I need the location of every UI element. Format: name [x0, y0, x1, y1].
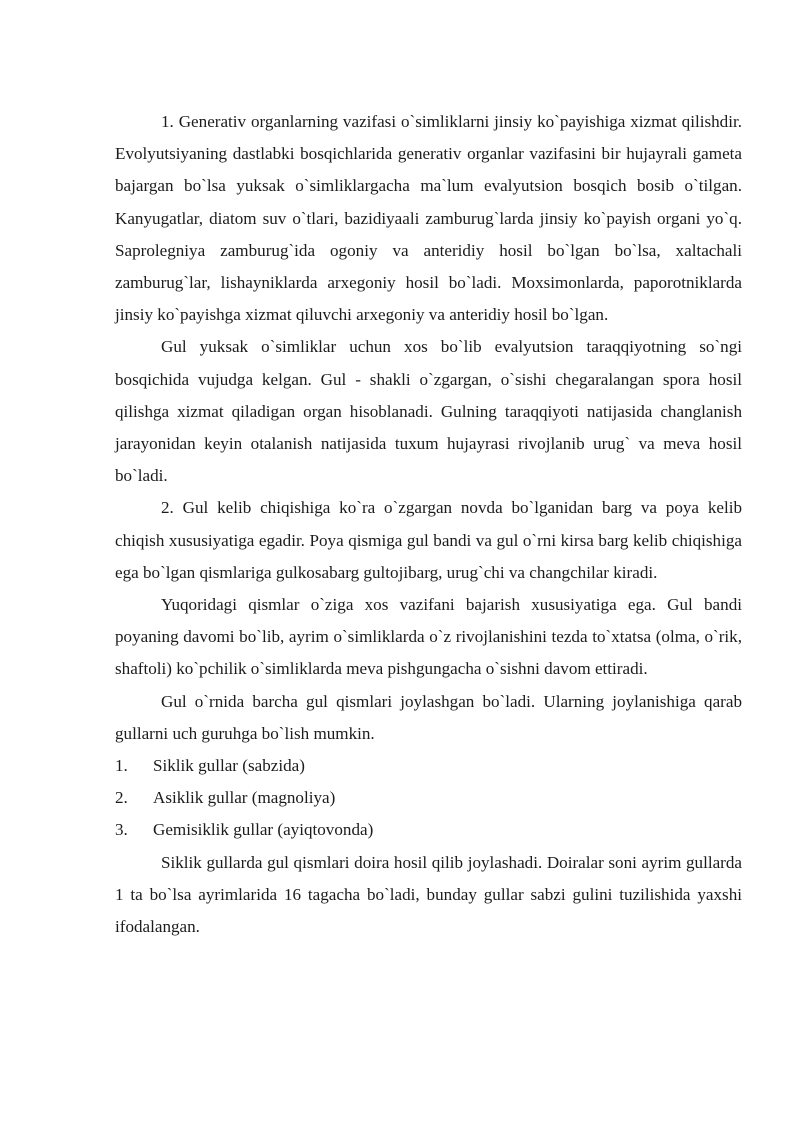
list-item-text: Asiklik gullar (magnoliya): [153, 788, 336, 808]
list-item-number: 3.: [115, 820, 128, 840]
paragraph-receptacle: Gul o`rnida barcha gul qismlari joylashgan bo`ladi. Ularning joylanishiga qarab gullarni uch guruhga bo`lish mumkin.: [115, 691, 742, 743]
paragraph-cyclic-flowers: Siklik gullarda gul qismlari doira hosil qilib joylashadi. Doiralar soni ayrim gullarda 1 ta bo`lsa ayrimlarida 16 tagacha bo`ladi, bunday gullar sabzi gulini tuzilishida yaxshi ifodalangan.: [115, 852, 742, 937]
list-item-text: Gemisiklik gullar (ayiqtovonda): [153, 820, 374, 840]
paragraph-flower-origin: 2. Gul kelib chiqishiga ko`ra o`zgargan novda bo`lganidan barg va poya kelib chiqish xususiyatiga egadir. Poya qismiga gul bandi va gul o`rni kirsa barg kelib chiqishiga ega bo`lgan qismlariga gulkosabarg gultojibarg, urug`chi va changchilar kiradi.: [115, 498, 742, 582]
paragraph-flower-evolution: Gul yuksak o`simliklar uchun xos bo`lib evalyutsion taraqqiyotning so`ngi bosqichida vujudga kelgan. Gul - shakli o`zgargan, o`sishi chegaralangan spora hosil qilishga xizmat qiladigan organ hisoblanadi. Gulning taraqqiyoti natijasida changlanish jarayonidan keyin otalanish natijasida tuxum hujayrasi rivojlanib urug` va meva hosil bo`ladi.: [115, 337, 742, 486]
paragraph-generative-organs: 1. Generativ organlarning vazifasi o`simliklarni jinsiy ko`payishiga xizmat qilishdir. Evolyutsiyaning dastlabki bosqichlarida generativ organlar vazifasini bir hujayrali gameta bajargan bo`lsa yuksak o`simliklargacha ma`lum evalyutsion bosqich bosib o`tilgan. Kanyugatlar, diatom suv o`tlari, bazidiyaali zamburug`larda jinsiy ko`payish organi yo`q. Saprolegniya zamburug`ida ogoniy va anteridiy hosil bo`lgan bo`lsa, xaltachali zamburug`lar, lishayniklarda arxegoniy hosil bo`ladi. Moxsimonlarda, paporotniklarda jinsiy ko`payishga xizmat qiluvchi arxegoniy va anteridiy hosil bo`lgan.: [115, 112, 742, 325]
paragraph-flower-stalk: Yuqoridagi qismlar o`ziga xos vazifani bajarish xususiyatiga ega. Gul bandi poyaning davomi bo`lib, ayrim o`simliklarda o`z rivojlanishini tezda to`xtatsa (olma, o`rik, shaftoli) ko`pchilik o`simliklarda meva pishgungacha o`sishni davom ettiradi.: [115, 595, 742, 679]
list-item-number: 2.: [115, 788, 128, 808]
list-item: [115, 814, 742, 846]
list-item-text: Siklik gullar (sabzida): [153, 756, 305, 776]
document-page: [115, 106, 742, 943]
list-item: [115, 782, 742, 814]
list-item-number: 1.: [115, 756, 128, 776]
list-item: [115, 750, 742, 782]
flower-types-list: [115, 750, 742, 847]
